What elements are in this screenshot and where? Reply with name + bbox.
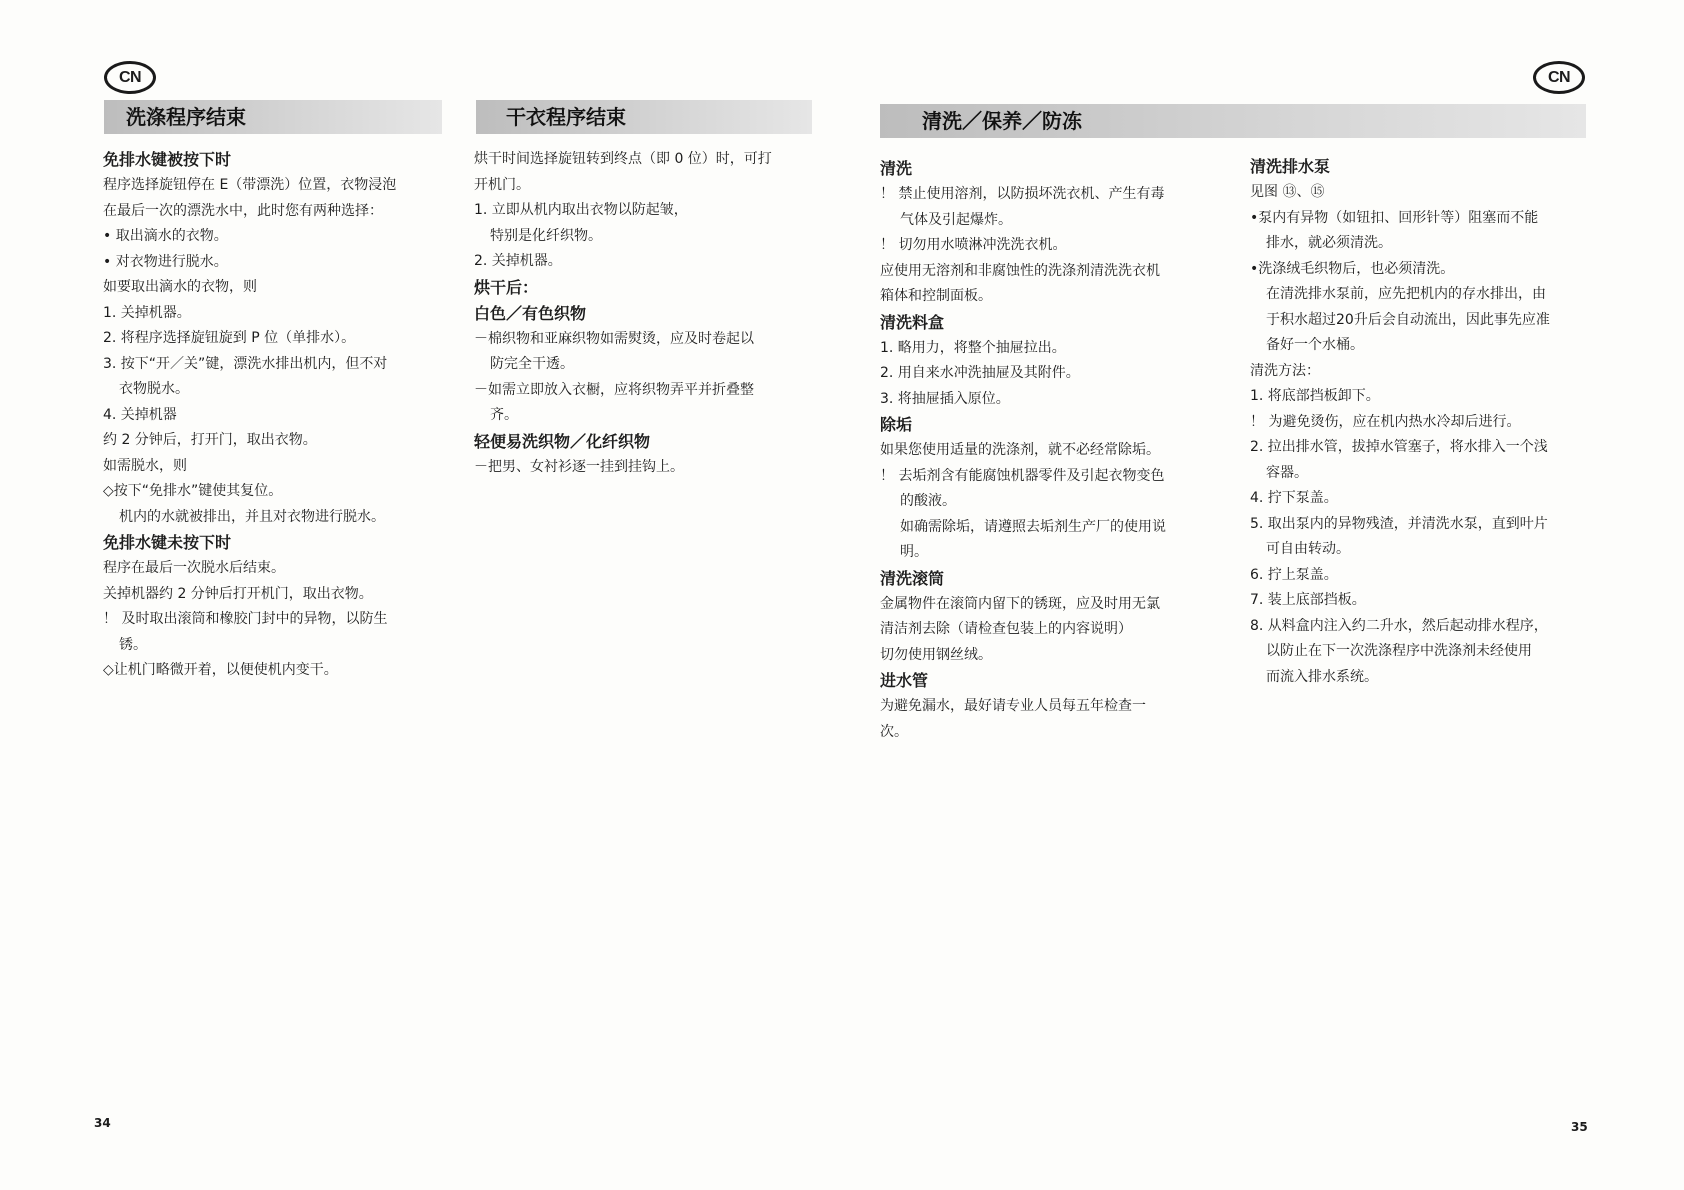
text-line: 1. 关掉机器。: [103, 304, 191, 321]
text-line: 而流入排水系统。: [1266, 668, 1378, 685]
text-line: 在最后一次的漂洗水中，此时您有两种选择：: [103, 202, 383, 219]
section-subheading: 除垢: [880, 415, 913, 434]
text-line: 特别是化纤织物。: [490, 227, 602, 244]
section-subheading: 进水管: [880, 671, 929, 690]
text-line: 4. 关掉机器: [103, 406, 177, 423]
text-line: 应使用无溶剂和非腐蚀性的洗涤剂清洗洗衣机: [880, 262, 1160, 279]
dry-program-end-header: 干衣程序结束: [476, 100, 812, 134]
text-line: －如需立即放入衣橱，应将织物弄平并折叠整: [474, 381, 754, 398]
text-line: －棉织物和亚麻织物如需熨烫，应及时卷起以: [474, 330, 754, 347]
cn-badge-right: CN: [1533, 61, 1585, 94]
text-line: 衣物脱水。: [119, 381, 189, 397]
text-line: 1. 立即从机内取出衣物以防起皱，: [474, 202, 688, 218]
drain-pump-column: [1250, 154, 1595, 690]
text-line: 金属物件在滚筒内留下的锈斑，应及时用无氯: [880, 595, 1160, 612]
text-line: • 对衣物进行脱水。: [103, 253, 228, 270]
section-subheading: 白色／有色织物: [474, 303, 587, 323]
text-line: 以防止在下一次洗涤程序中洗涤剂未经使用: [1266, 643, 1532, 659]
text-line: 如确需除垢，请遵照去垢剂生产厂的使用说: [900, 518, 1166, 535]
text-line: 2. 拉出排水管，拔掉水管塞子，将水排入一个浅: [1250, 439, 1548, 455]
text-line: 如要取出滴水的衣物，则: [103, 279, 257, 295]
text-line: 排水，就必须清洗。: [1266, 235, 1392, 251]
text-line: 防完全干透。: [490, 356, 574, 372]
text-line: 机内的水就被排出，并且对衣物进行脱水。: [119, 508, 385, 525]
text-line: 备好一个水桶。: [1266, 337, 1364, 353]
text-line: 如果您使用适量的洗涤剂，就不必经常除垢。: [880, 442, 1160, 458]
text-line: 清洗方法：: [1250, 362, 1320, 379]
text-line: 3. 按下“开／关”键，漂洗水排出机内，但不对: [103, 355, 388, 372]
text-line: 可自由转动。: [1266, 541, 1350, 557]
section-subheading: 清洗排水泵: [1250, 157, 1331, 176]
text-line: 如需脱水，则: [103, 457, 187, 474]
text-line: 容器。: [1266, 464, 1308, 481]
text-line: ！ 为避免烫伤，应在机内热水冷却后进行。: [1250, 413, 1521, 430]
text-line: 气体及引起爆炸。: [900, 211, 1012, 228]
text-line: 2. 关掉机器。: [474, 253, 562, 269]
section-subheading: 轻便易洗织物／化纤织物: [474, 431, 651, 451]
text-line: 的酸液。: [900, 493, 956, 509]
text-line: 烘干时间选择旋钮转到终点（即 0 位）时，可打: [474, 151, 772, 167]
text-line: • 取出滴水的衣物。: [103, 228, 228, 244]
text-line: 于积水超过20升后会自动流出，因此事先应准: [1266, 311, 1550, 328]
wash-end-column: [103, 147, 448, 684]
page-number-right: 35: [1571, 1120, 1588, 1134]
text-line: •洗涤绒毛织物后，也必须清洗。: [1250, 260, 1455, 277]
text-line: 4. 拧下泵盖。: [1250, 490, 1338, 506]
text-line: ！ 禁止使用溶剂，以防损坏洗衣机、产生有毒: [880, 186, 1165, 202]
text-line: 齐。: [490, 407, 518, 423]
text-line: ！ 切勿用水喷淋冲洗洗衣机。: [880, 237, 1067, 253]
text-line: 清洁剂去除（请检查包装上的内容说明）: [880, 621, 1132, 637]
text-line: 8. 从料盒内注入约二升水，然后起动排水程序，: [1250, 617, 1548, 634]
text-line: ◇让机门略微开着，以便使机内变干。: [103, 662, 338, 678]
dry-end-column: [474, 147, 819, 480]
text-line: 7. 装上底部挡板。: [1250, 592, 1366, 608]
text-line: 程序选择旋钮停在 E（带漂洗）位置，衣物浸泡: [103, 177, 397, 193]
section-subheading: 清洗滚筒: [880, 568, 945, 588]
section-subheading: 免排水键被按下时: [103, 150, 232, 169]
text-line: ◇按下“免排水”键使其复位。: [103, 483, 283, 499]
text-line: 6. 拧上泵盖。: [1250, 566, 1338, 583]
section-subheading: 清洗: [880, 159, 913, 178]
text-line: 切勿使用钢丝绒。: [880, 646, 992, 663]
text-line: 为避免漏水，最好请专业人员每五年检查一: [880, 698, 1146, 714]
text-line: 锈。: [119, 636, 147, 653]
cleaning-column: [880, 156, 1220, 745]
text-line: 2. 用自来水冲洗抽屉及其附件。: [880, 365, 1080, 381]
text-line: 3. 将抽屉插入原位。: [880, 390, 1010, 407]
section-subheading: 烘干后：: [474, 277, 539, 297]
text-line: 开机门。: [474, 176, 530, 193]
wash-program-end-header: 洗涤程序结束: [104, 100, 442, 134]
text-line: 明。: [900, 544, 928, 560]
text-line: ！ 及时取出滚筒和橡胶门封中的异物，以防生: [103, 611, 388, 627]
section-subheading: 免排水键未按下时: [103, 533, 232, 552]
text-line: 程序在最后一次脱水后结束。: [103, 560, 285, 576]
text-line: －把男、女衬衫逐一挂到挂钩上。: [474, 458, 684, 475]
text-line: 2. 将程序选择旋钮旋到 P 位（单排水）。: [103, 330, 356, 346]
text-line: 约 2 分钟后，打开门，取出衣物。: [103, 432, 317, 448]
text-line: 在清洗排水泵前，应先把机内的存水排出，由: [1266, 286, 1546, 302]
cleaning-care-frost-header: 清洗／保养／防冻: [880, 104, 1586, 138]
text-line: 箱体和控制面板。: [880, 288, 992, 304]
text-line: 5. 取出泵内的异物残渣，并清洗水泵，直到叶片: [1250, 515, 1548, 532]
text-line: ！ 去垢剂含有能腐蚀机器零件及引起衣物变色: [880, 467, 1165, 484]
text-line: 1. 略用力，将整个抽屉拉出。: [880, 339, 1066, 356]
text-line: 关掉机器约 2 分钟后打开机门，取出衣物。: [103, 585, 373, 602]
cn-badge-left: CN: [104, 61, 156, 94]
page-number-left: 34: [94, 1116, 111, 1130]
text-line: 见图 ⑬、⑮: [1250, 184, 1325, 200]
text-line: 1. 将底部挡板卸下。: [1250, 388, 1380, 404]
text-line: •泵内有异物（如钮扣、回形针等）阻塞而不能: [1250, 209, 1539, 226]
text-line: 次。: [880, 723, 908, 740]
section-subheading: 清洗料盒: [880, 312, 945, 332]
